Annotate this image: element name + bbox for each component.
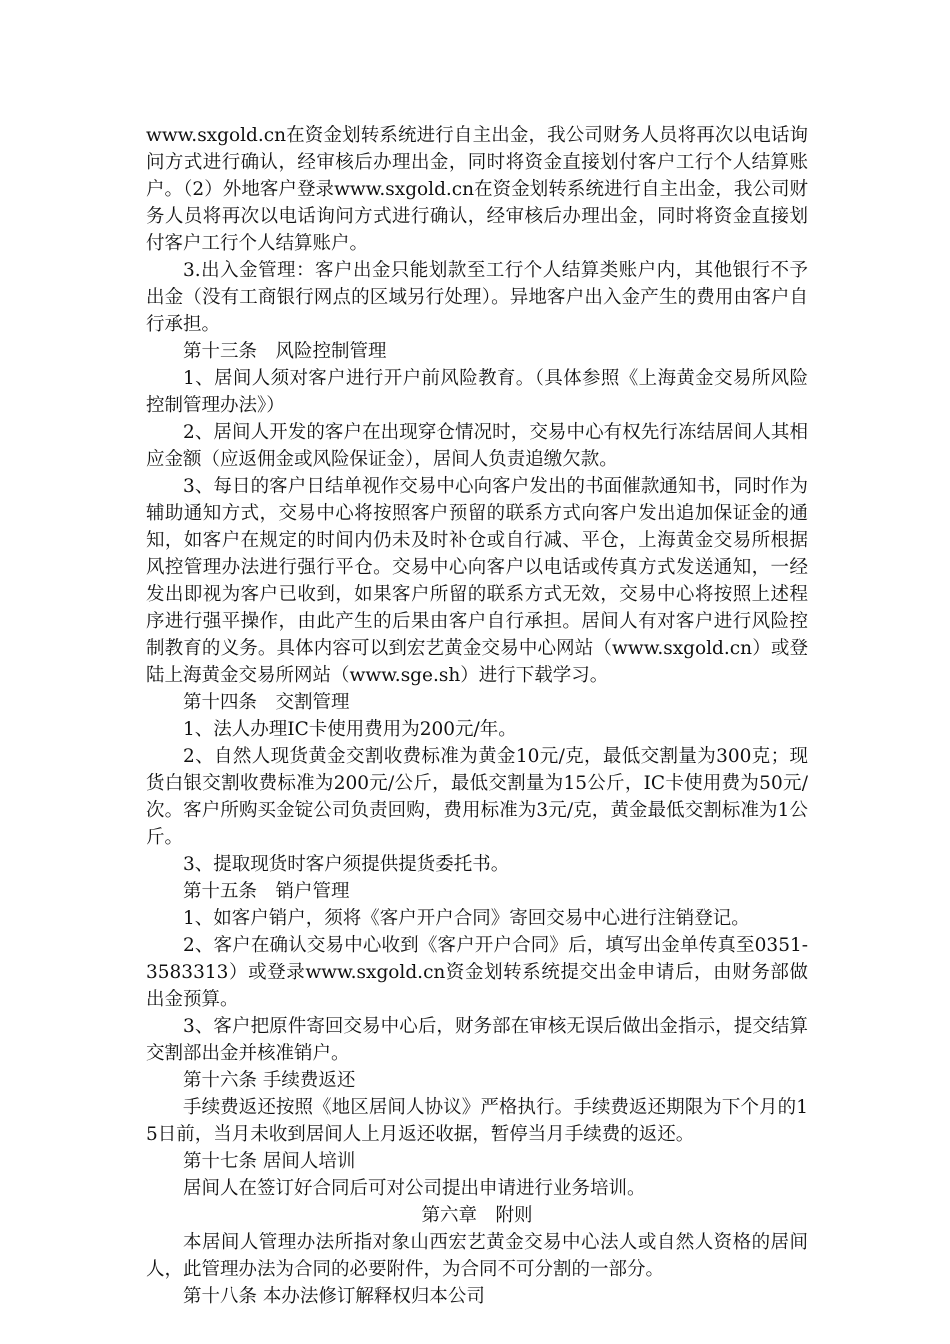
article-13-item-1: 1、居间人须对客户进行开户前风险教育。（具体参照《上海黄金交易所风险控制管理办法》） <box>146 368 808 416</box>
article-17-body: 居间人在签订好合同后可对公司提出申请进行业务培训。 <box>183 1178 646 1199</box>
article-13-item-2: 2、居间人开发的客户在出现穿仓情况时，交易中心有权先行冻结居间人其相应金额（应返佣金或风险保证金），居间人负责追缴欠款。 <box>146 422 808 470</box>
article-15-heading: 第十五条 销户管理 <box>183 881 350 902</box>
article-14-item-1: 1、法人办理IC卡使用费用为200元/年。 <box>183 719 517 740</box>
article-13-heading: 第十三条 风险控制管理 <box>183 341 387 362</box>
article-14-item-3: 3、提取现货时客户须提供提货委托书。 <box>183 854 510 875</box>
paragraph-deposit-withdrawal-management: 3.出入金管理：客户出金只能划款至工行个人结算类账户内，其他银行不予出金（没有工商银行网点的区域另行处理）。异地客户出入金产生的费用由客户自行承担。 <box>146 260 808 335</box>
article-14-heading: 第十四条 交割管理 <box>183 692 350 713</box>
paragraph-withdrawal-procedure: www.sxgold.cn在资金划转系统进行自主出金，我公司财务人员将再次以电话询问方式进行确认，经审核后办理出金，同时将资金直接划付客户工行个人结算账户。（2）外地客户登录www.sxgold.cn在资金划转系统进行自主出金，我公司财务人员将再次以电话询问方式进行确认，经审核后办理出金，同时将资金直接划付客户工行个人结算账户。 <box>146 125 808 254</box>
article-15-item-1: 1、如客户销户，须将《客户开户合同》寄回交易中心进行注销登记。 <box>183 908 750 929</box>
article-14-item-2: 2、自然人现货黄金交割收费标准为黄金10元/克，最低交割量为300克；现货白银交割收费标准为200元/公斤，最低交割量为15公斤，IC卡使用费为50元/次。客户所购买金锭公司负责回购，费用标准为3元/克，黄金最低交割标准为1公斤。 <box>146 746 808 848</box>
document-body <box>146 122 808 1310</box>
article-18-heading: 第十八条 本办法修订解释权归本公司 <box>183 1286 485 1307</box>
article-15-item-2: 2、客户在确认交易中心收到《客户开户合同》后，填写出金单传真至0351-3583313）或登录www.sxgold.cn资金划转系统提交出金申请后，由财务部做出金预算。 <box>146 935 808 1010</box>
article-17-heading: 第十七条 居间人培训 <box>183 1151 356 1172</box>
article-16-body: 手续费返还按照《地区居间人协议》严格执行。手续费返还期限为下个月的15日前，当月未收到居间人上月返还收据，暂停当月手续费的返还。 <box>146 1097 808 1145</box>
article-13-item-3: 3、每日的客户日结单视作交易中心向客户发出的书面催款通知书，同时作为辅助通知方式，交易中心将按照客户预留的联系方式向客户发出追加保证金的通知，如客户在规定的时间内仍未及时补仓或自行减、平仓，上海黄金交易所根据风控管理办法进行强行平仓。交易中心向客户以电话或传真方式发送通知，一经发出即视为客户已收到，如果客户所留的联系方式无效，交易中心将按照上述程序进行强平操作，由此产生的后果由客户自行承担。居间人有对客户进行风险控制教育的义务。具体内容可以到宏艺黄金交易中心网站（www.sxgold.cn）或登陆上海黄金交易所网站（www.sge.sh）进行下载学习。 <box>146 476 808 686</box>
chapter-6-heading: 第六章 附则 <box>421 1205 533 1226</box>
article-15-item-3: 3、客户把原件寄回交易中心后，财务部在审核无误后做出金指示，提交结算交割部出金并核准销户。 <box>146 1016 808 1064</box>
article-16-heading: 第十六条 手续费返还 <box>183 1070 356 1091</box>
chapter-6-body: 本居间人管理办法所指对象山西宏艺黄金交易中心法人或自然人资格的居间人，此管理办法为合同的必要附件，为合同不可分割的一部分。 <box>146 1232 808 1280</box>
